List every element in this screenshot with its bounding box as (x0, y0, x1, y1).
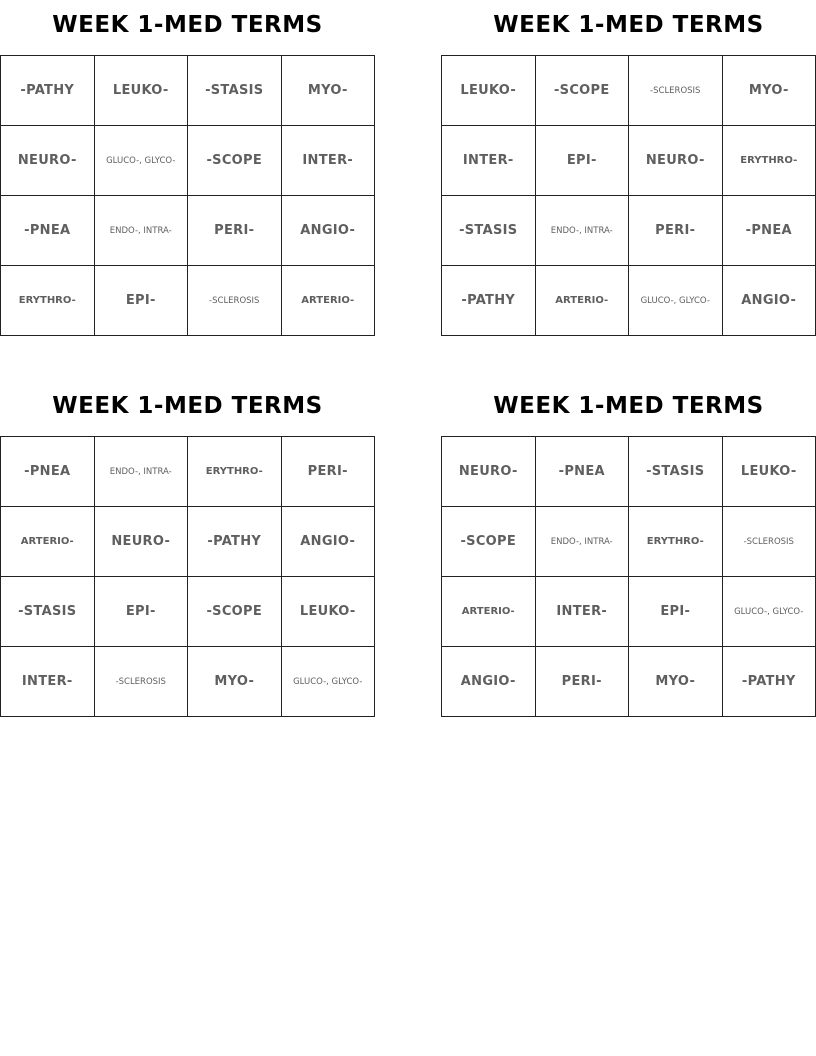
term-cell: LEUKO- (442, 56, 536, 126)
term-cell: ANGIO- (723, 266, 816, 336)
term-cell: ERYTHRO- (1, 266, 95, 336)
term-cell: -SCLEROSIS (723, 507, 816, 577)
term-cell: INTER- (442, 126, 536, 196)
term-cell: -SCOPE (188, 126, 282, 196)
term-cell: -PNEA (1, 196, 95, 266)
term-cell: EPI- (95, 577, 189, 647)
term-cell: -PNEA (1, 437, 95, 507)
term-cell: ANGIO- (282, 507, 376, 577)
term-cell: MYO- (629, 647, 723, 717)
term-cell: INTER- (536, 577, 630, 647)
term-grid (0, 55, 375, 336)
term-cell: GLUCO-, GLYCO- (282, 647, 376, 717)
term-cell: LEUKO- (95, 56, 189, 126)
term-cell: ERYTHRO- (629, 507, 723, 577)
card-title: WEEK 1-MED TERMS (493, 12, 764, 38)
term-cell: ENDO-, INTRA- (95, 196, 189, 266)
term-cell: EPI- (629, 577, 723, 647)
term-cell: ENDO-, INTRA- (536, 196, 630, 266)
term-cell: PERI- (629, 196, 723, 266)
term-cell: -PATHY (442, 266, 536, 336)
term-cell: MYO- (282, 56, 376, 126)
term-cell: -PATHY (1, 56, 95, 126)
term-cell: ARTERIO- (442, 577, 536, 647)
term-cell: LEUKO- (723, 437, 816, 507)
term-cell: MYO- (188, 647, 282, 717)
term-cell: -SCLEROSIS (188, 266, 282, 336)
term-cell: NEURO- (1, 126, 95, 196)
term-cell: ARTERIO- (282, 266, 376, 336)
term-grid (0, 436, 375, 717)
term-cell: ENDO-, INTRA- (536, 507, 630, 577)
term-cell: LEUKO- (282, 577, 376, 647)
term-cell: ARTERIO- (1, 507, 95, 577)
term-cell: -PNEA (723, 196, 816, 266)
term-grid (441, 55, 816, 336)
term-cell: -STASIS (1, 577, 95, 647)
term-cell: MYO- (723, 56, 816, 126)
term-cell: ERYTHRO- (723, 126, 816, 196)
term-cell: INTER- (1, 647, 95, 717)
term-cell: PERI- (536, 647, 630, 717)
term-cell: ARTERIO- (536, 266, 630, 336)
term-cell: PERI- (282, 437, 376, 507)
term-cell: -PNEA (536, 437, 630, 507)
term-cell: -SCOPE (188, 577, 282, 647)
term-cell: NEURO- (442, 437, 536, 507)
term-cell: PERI- (188, 196, 282, 266)
term-cell: GLUCO-, GLYCO- (723, 577, 816, 647)
term-grid (441, 436, 816, 717)
term-cell: -SCOPE (442, 507, 536, 577)
term-cell: NEURO- (629, 126, 723, 196)
term-cell: ANGIO- (282, 196, 376, 266)
card-title: WEEK 1-MED TERMS (493, 393, 764, 419)
card-title: WEEK 1-MED TERMS (52, 12, 323, 38)
term-cell: -PATHY (188, 507, 282, 577)
term-cell: EPI- (95, 266, 189, 336)
term-cell: -SCLEROSIS (95, 647, 189, 717)
term-cell: INTER- (282, 126, 376, 196)
term-cell: ANGIO- (442, 647, 536, 717)
term-cell: NEURO- (95, 507, 189, 577)
term-cell: -STASIS (188, 56, 282, 126)
term-cell: ENDO-, INTRA- (95, 437, 189, 507)
term-cell: -STASIS (629, 437, 723, 507)
term-cell: -SCLEROSIS (629, 56, 723, 126)
term-cell: -STASIS (442, 196, 536, 266)
term-cell: EPI- (536, 126, 630, 196)
term-cell: GLUCO-, GLYCO- (95, 126, 189, 196)
term-cell: GLUCO-, GLYCO- (629, 266, 723, 336)
card-title: WEEK 1-MED TERMS (52, 393, 323, 419)
term-cell: -SCOPE (536, 56, 630, 126)
term-cell: -PATHY (723, 647, 816, 717)
term-cell: ERYTHRO- (188, 437, 282, 507)
